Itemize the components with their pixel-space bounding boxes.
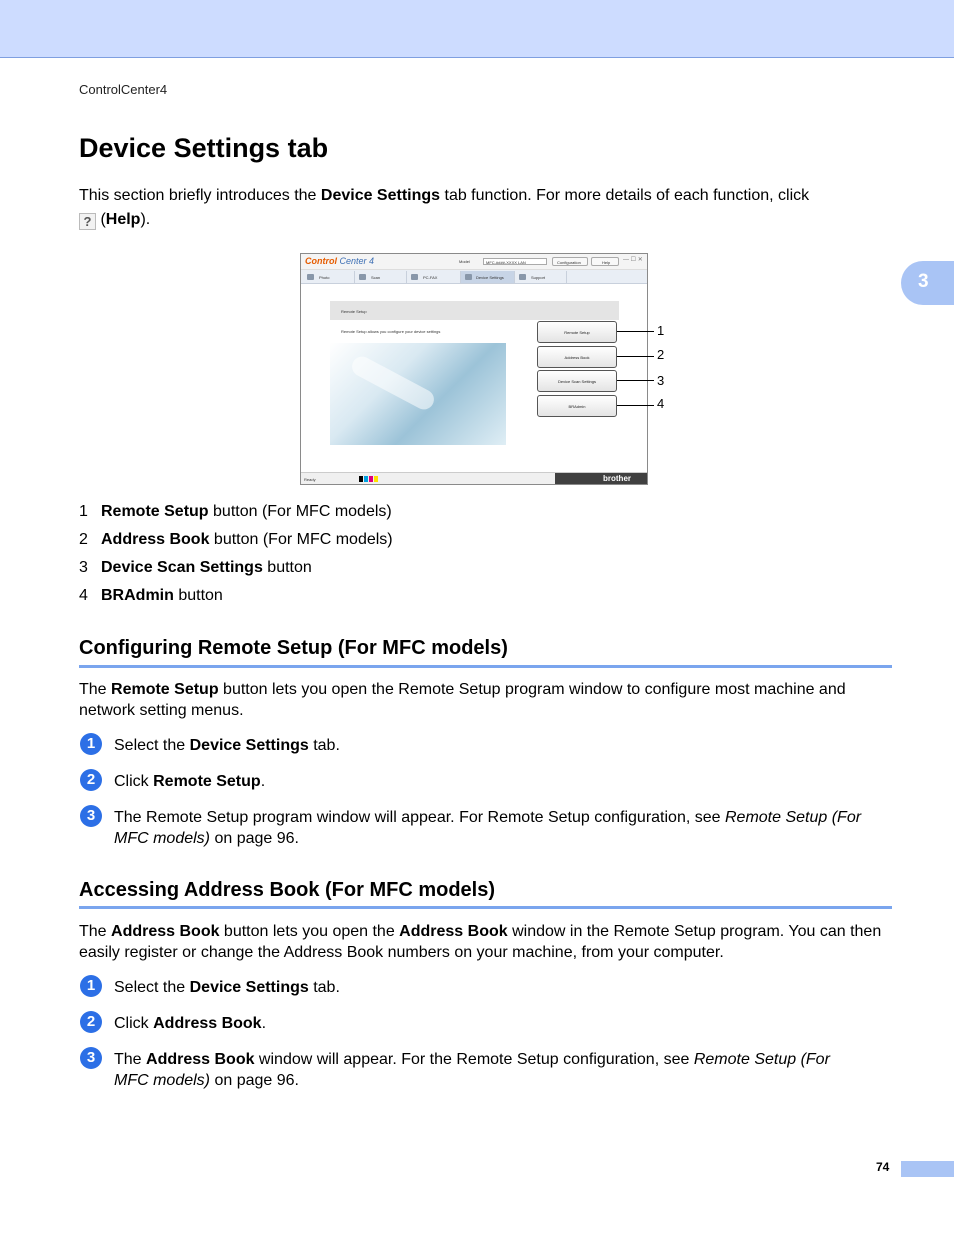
callout-line-4 [617,405,654,406]
panel-header: Remote Setup [330,301,619,320]
remote-setup-button[interactable]: Remote Setup [537,321,617,343]
intro-paragraph: This section briefly introduces the Device Settings tab function. For more details of each function, click ? (Help). [79,187,810,229]
step-text: Select the Device Settings tab. [114,737,340,754]
model-label: Model [459,259,470,264]
cross-reference-link[interactable]: Remote Setup (For MFC models) [114,1051,830,1089]
step-text: The Remote Setup program window will appear. For Remote Setup configuration, see Remote Setup (For MFC models) on page 96. [114,809,862,847]
chapter-number: 3 [918,271,929,292]
screenshot-tabbar [301,270,647,284]
tab-pc-fax[interactable]: PC-FAX [407,271,461,283]
section-heading-remote-setup: Configuring Remote Setup (For MFC models) [79,637,508,659]
tools-illustration [330,343,506,445]
bradmin-button[interactable]: BRAdmin [537,395,617,417]
controlcenter-logo: Control Center 4 [305,256,375,266]
chapter-tab [901,261,954,305]
callout-3: 3 [657,373,665,388]
page-title: Device Settings tab [79,133,329,163]
panel-description: Remote Setup allows you configure your device settings [341,329,441,334]
address-book-button[interactable]: Address Book [537,346,617,368]
device-scan-settings-button[interactable]: Device Scan Settings [537,370,617,392]
step-text: Select the Device Settings tab. [114,979,340,996]
page-number: 74 [876,1160,890,1174]
step-number: 1 [80,733,102,755]
tab-photo[interactable]: Photo [303,271,355,283]
help-button[interactable]: Help [591,257,619,266]
screenshot-titlebar [301,254,647,270]
callout-2: 2 [657,347,665,362]
step-text: Click Address Book. [114,1015,267,1032]
photo-icon [307,274,314,280]
legend-item: 3 Device Scan Settings button [79,559,312,576]
running-title: ControlCenter4 [79,82,168,97]
configuration-button[interactable]: Configuration [552,257,588,266]
legend-item: 4 BRAdmin button [79,587,223,604]
ink-black [359,476,363,482]
section-rule [79,665,892,668]
ink-yellow [374,476,378,482]
callout-line-1 [617,331,654,332]
step-text: Click Remote Setup. [114,773,266,790]
legend-item: 1 Remote Setup button (For MFC models) [79,503,392,520]
step-number: 3 [80,1047,102,1069]
callout-line-2 [617,356,654,357]
window-controls[interactable]: — ☐ ✕ [623,257,643,263]
ink-cyan [364,476,368,482]
step-number: 3 [80,805,102,827]
ink-magenta [369,476,373,482]
header-band [0,0,954,58]
cross-reference-link[interactable]: Remote Setup (For MFC models) [114,809,862,847]
help-icon: ? [79,213,96,230]
screenshot-statusbar [301,472,647,485]
section-heading-address-book: Accessing Address Book (For MFC models) [79,879,495,901]
step-number: 1 [80,975,102,997]
step-number: 2 [80,769,102,791]
tab-scan[interactable]: Scan [355,271,407,283]
footer-tab [901,1161,954,1177]
support-icon [519,274,526,280]
fax-icon [411,274,418,280]
section2-paragraph: The Address Book button lets you open the Address Book window in the Remote Setup program. You can then easily register or change the Address Book numbers on your machine, from your computer. [79,923,882,961]
section-rule [79,906,892,909]
legend-item: 2 Address Book button (For MFC models) [79,531,393,548]
controlcenter-screenshot [300,253,648,485]
callout-1: 1 [657,323,665,338]
tab-support[interactable]: Support [515,271,567,283]
callout-line-3 [617,380,654,381]
tab-device-settings[interactable]: Device Settings [461,271,515,283]
tools-icon [465,274,472,280]
model-select[interactable]: MFC-####-XXXX LAN [483,258,547,265]
status-text: Ready [304,477,316,482]
section1-paragraph: The Remote Setup button lets you open the Remote Setup program window to configure most machine and network setting menus. [79,681,846,719]
step-text: The Address Book window will appear. For the Remote Setup configuration, see Remote Setup (For MFC models) on page 96. [114,1051,830,1089]
step-number: 2 [80,1011,102,1033]
brother-logo: brother [555,473,647,485]
scan-icon [359,274,366,280]
callout-4: 4 [657,396,665,411]
